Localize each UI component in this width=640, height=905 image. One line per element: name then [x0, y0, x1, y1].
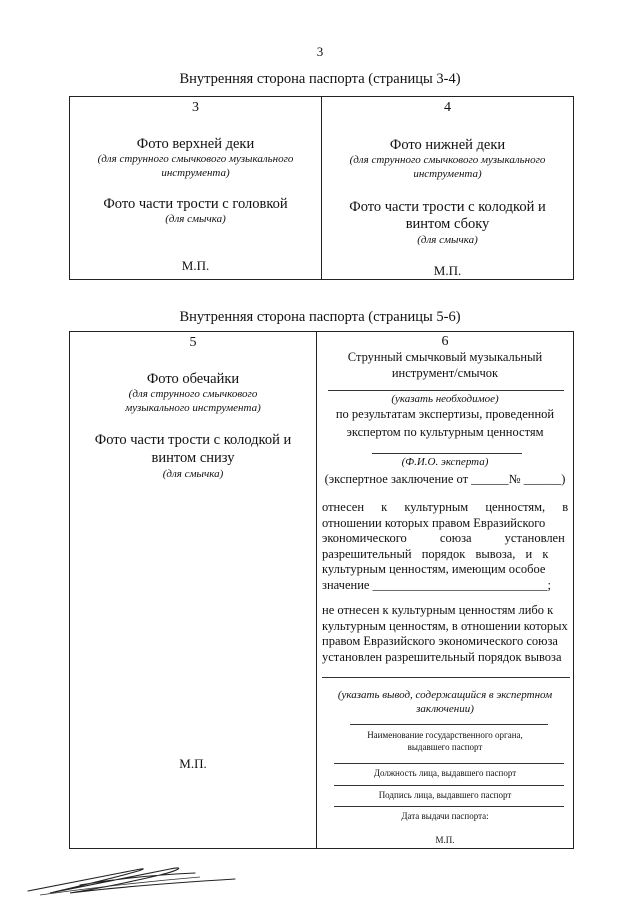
page-6-line3: по результатам экспертизы, проведенной: [335, 407, 555, 421]
page-6-number: 6: [441, 334, 449, 349]
page-4-title: Фото нижней деки: [389, 137, 506, 153]
page-3-note-line1: (для струнного смычкового музыкального: [97, 153, 294, 165]
para1-line1: отнесен к культурным ценностям, в: [322, 500, 569, 514]
page-3-title2: Фото части трости с головкой: [103, 196, 288, 212]
page-5-note-line2: музыкального инструмента): [125, 402, 261, 414]
page-4-note-line2: инструмента): [413, 168, 482, 180]
page-6-signature: Подпись лица, выдавшего паспорт: [378, 790, 512, 800]
page-3-note2: (для смычка): [165, 213, 226, 225]
page-5-number: 5: [189, 335, 197, 350]
page-6-org-line1: Наименование государственного органа,: [367, 730, 523, 740]
page-6-line1: Струнный смычковый музыкальный: [347, 350, 543, 364]
page-6-note-conclusion-line2: заключении): [416, 703, 474, 715]
section-heading-pages-3-4: Внутренняя сторона паспорта (страницы 3-4): [179, 71, 461, 87]
page-6-expert-conclusion: (экспертное заключение от ______№ ______): [324, 472, 566, 486]
page-6-issue-date: Дата выдачи паспорта:: [401, 811, 489, 821]
para2-line4: установлен разрешительный порядок вывоза: [322, 649, 562, 664]
para1-line5: культурным ценностям, имеющим особое: [322, 562, 546, 576]
page-3-stamp: М.П.: [181, 258, 210, 273]
fill-in-line: [322, 677, 570, 678]
fill-in-line: [334, 763, 564, 764]
table-divider: [321, 96, 322, 280]
page-3-title: Фото верхней деки: [136, 136, 255, 152]
para1-line6: значение ____________________________;: [322, 577, 552, 592]
page-6-stamp: М.П.: [435, 835, 455, 845]
page-5-note-line1: (для струнного смычкового: [128, 388, 258, 400]
fill-in-line: [350, 724, 548, 725]
page-6-org-line2: выдавшего паспорт: [407, 742, 483, 752]
page-6-line4: экспертом по культурным ценностям: [346, 425, 544, 439]
para2-line2: культурным ценностям, в отношении которых: [322, 618, 568, 633]
page-4-note-line1: (для струнного смычкового музыкального: [349, 154, 546, 166]
fill-in-line: [328, 390, 564, 391]
para2-line3: правом Евразийского экономического союза: [322, 634, 558, 648]
page-3-note-line2: инструмента): [161, 167, 230, 179]
page-number: 3: [316, 44, 324, 59]
section-heading-pages-5-6: Внутренняя сторона паспорта (страницы 5-6): [179, 309, 461, 325]
fill-in-line: [334, 785, 564, 786]
page-5-title2-line2: винтом снизу: [151, 450, 235, 466]
page-5-title2-line1: Фото части трости с колодкой и: [94, 432, 292, 448]
page-6-note-fio: (Ф.И.О. эксперта): [401, 456, 489, 468]
page-4-note2: (для смычка): [417, 234, 478, 246]
fill-in-line: [334, 806, 564, 807]
page-4-number: 4: [444, 100, 451, 115]
para1-line4: разрешительный порядок вывоза, и к: [322, 546, 549, 561]
para2-line1: не отнесен к культурным ценностям либо к: [322, 603, 554, 617]
para1-line3: экономического союза установлен: [322, 531, 565, 545]
page-6-para2: [322, 603, 574, 665]
handwritten-signature: [20, 855, 260, 900]
page-6-note-specify: (указать необходимое): [391, 393, 499, 405]
page-6-line2: инструмент/смычок: [391, 366, 499, 380]
page-6-para1: [322, 500, 574, 593]
page-4-stamp: М.П.: [433, 263, 462, 278]
page-6-note-conclusion-line1: (указать вывод, содержащийся в экспертном: [337, 689, 553, 701]
page-3-number: 3: [192, 100, 199, 115]
page-5-note2: (для смычка): [162, 468, 224, 480]
fill-in-line: [372, 453, 522, 454]
page-6-position: Должность лица, выдавшего паспорт: [373, 768, 517, 778]
page-4-title2-line2: винтом сбоку: [405, 216, 490, 232]
page-5-title: Фото обечайки: [146, 371, 240, 387]
page-5-stamp: М.П.: [179, 756, 207, 771]
para1-line2: отношении которых правом Евразийского: [322, 515, 546, 530]
page-4-title2-line1: Фото части трости с колодкой и: [349, 199, 546, 215]
